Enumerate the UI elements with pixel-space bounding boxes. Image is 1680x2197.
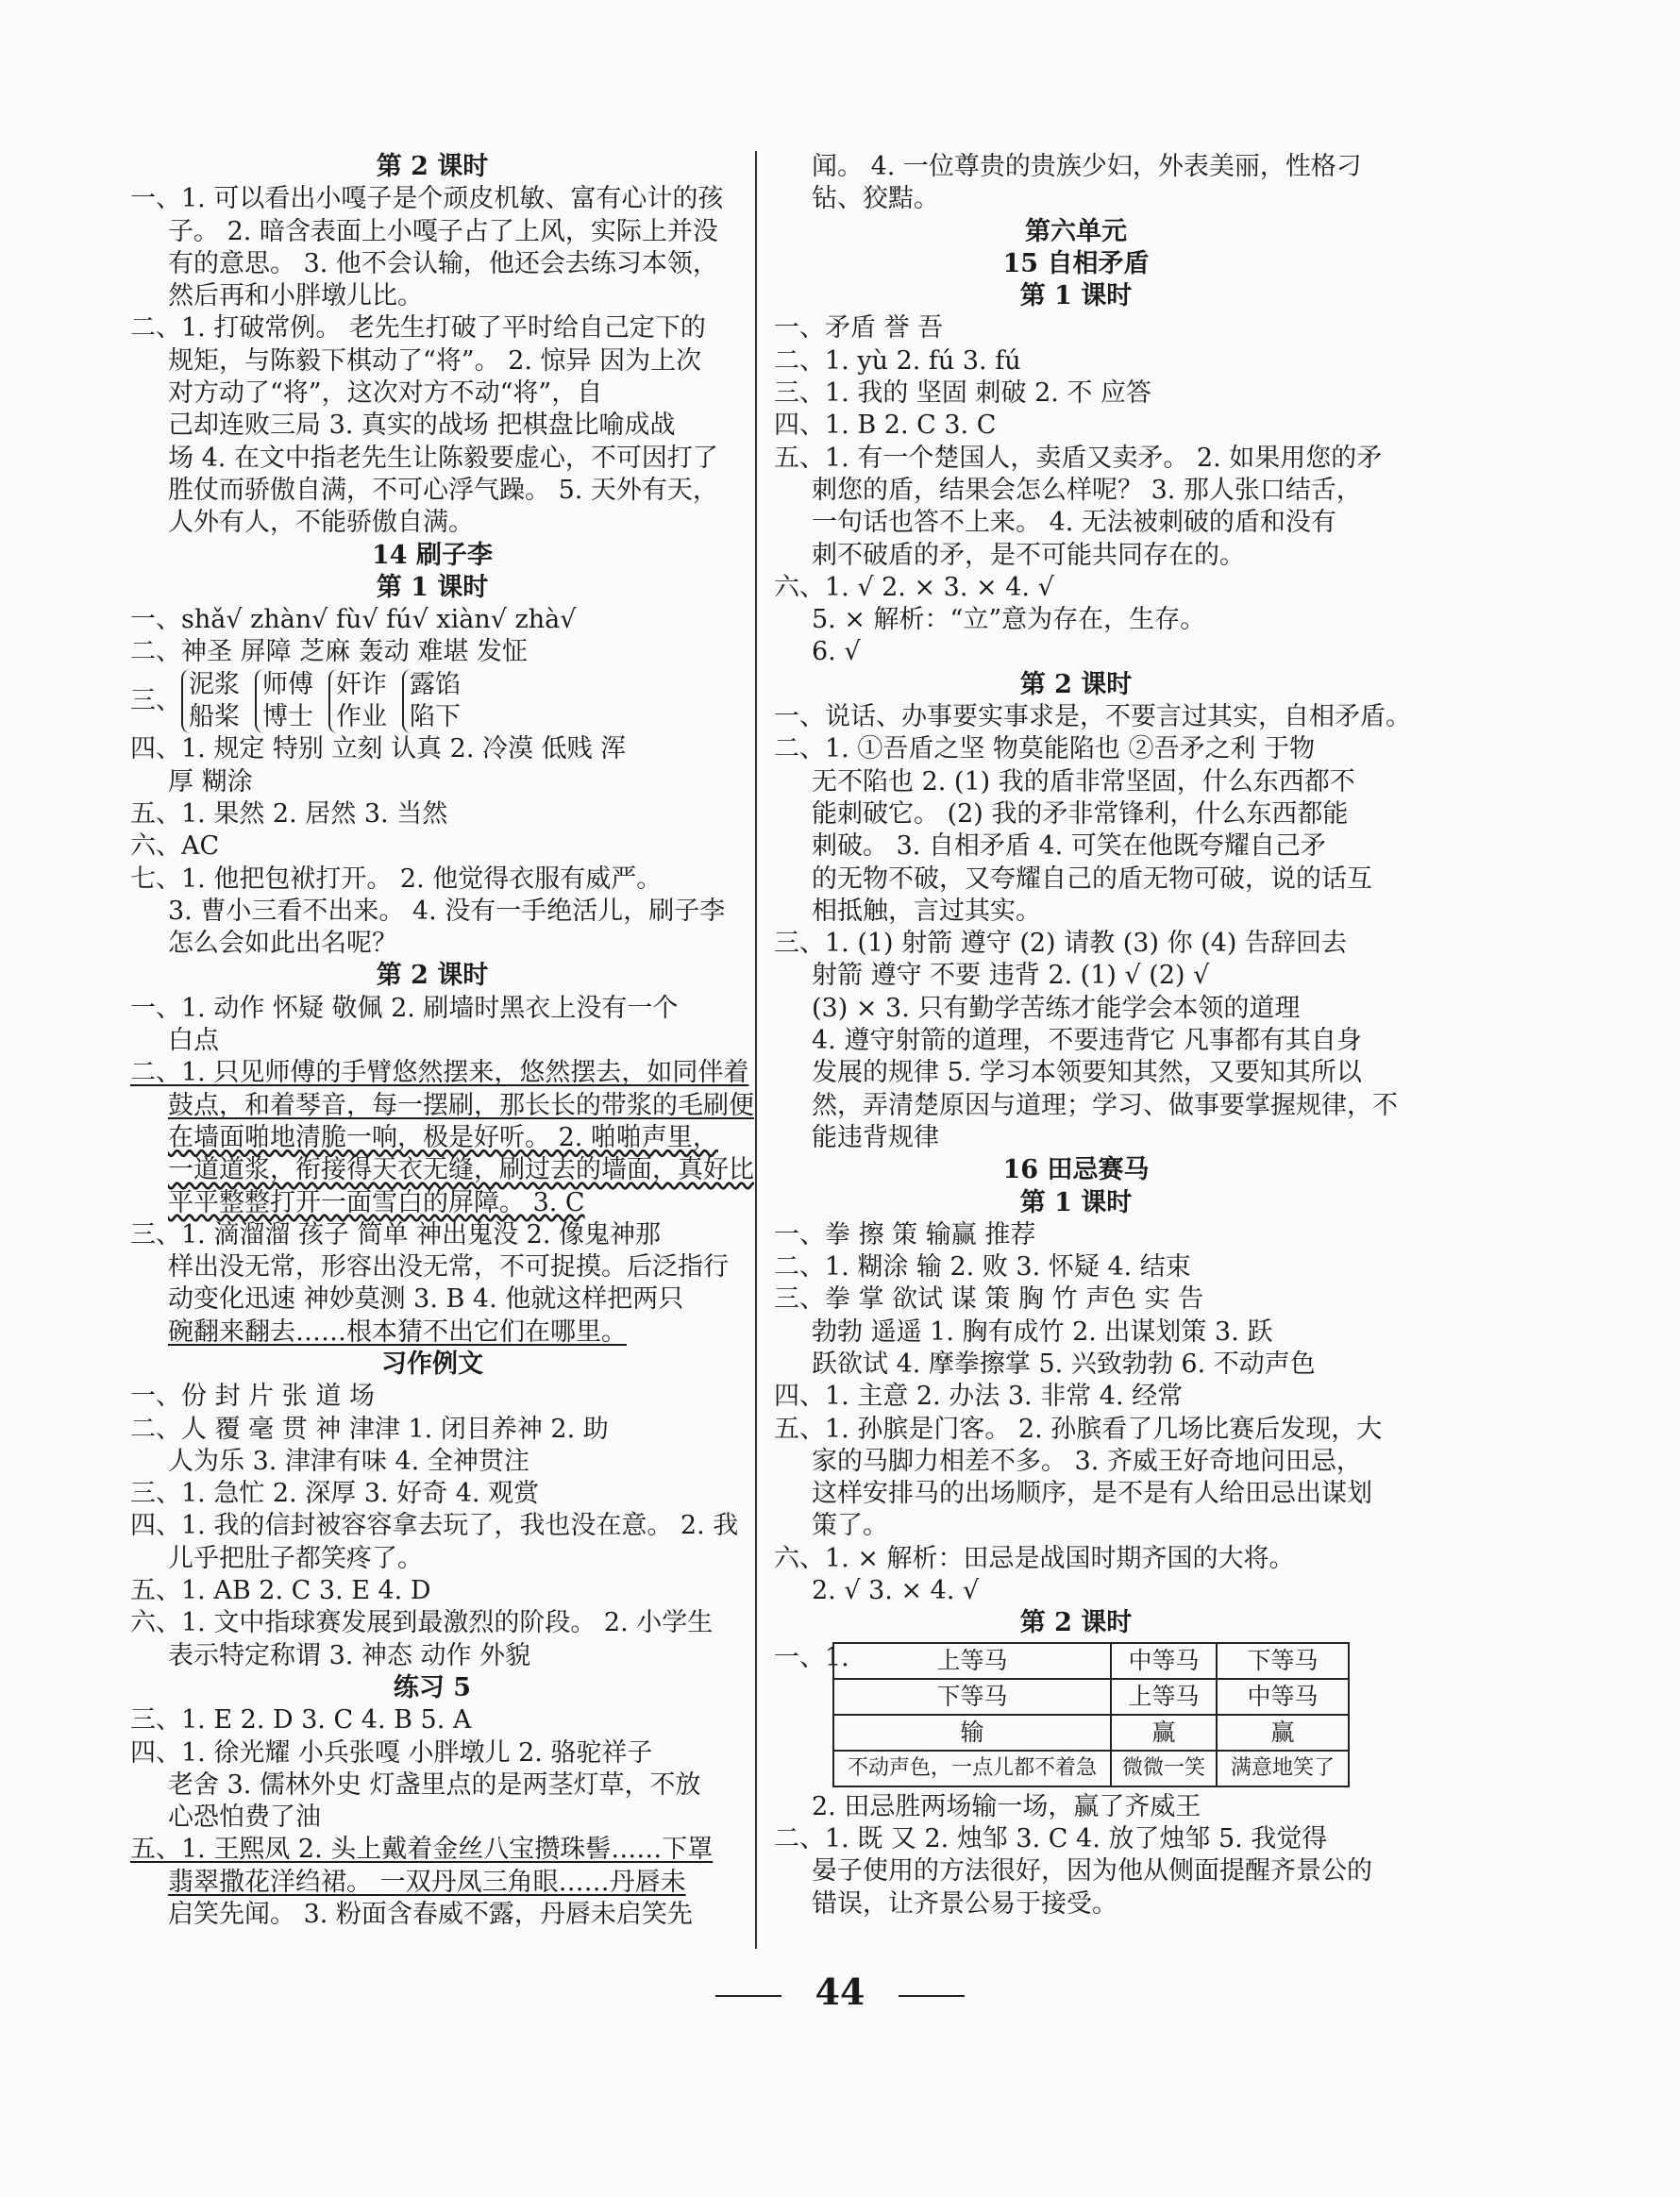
answer-line: 场 4. 在文中指老先生让陈毅要虚心，不可因打了 [168, 443, 718, 473]
answer-line: 钻、狡黠。 [812, 184, 939, 214]
underlined-line: 鼓点，和着琴音，每一摆刷，那长长的带浆的毛刷便 [168, 1090, 754, 1120]
answer-line: 六、AC [130, 831, 220, 862]
table-cell: 满意地笑了 [1217, 1751, 1349, 1786]
answer-line: 4. 遵守射箭的道理，不要违背它 凡事都有其自身 [812, 1026, 1362, 1056]
brace-word: 船桨 [189, 702, 240, 732]
answer-line: 然，弄清楚原因与道理；学习、做事要掌握规律，不 [812, 1090, 1398, 1120]
answer-line: 无不陷也 2. (1) 我的盾非常坚固，什么东西都不 [812, 766, 1355, 797]
answer-line: 人外有人，不能骄傲自满。 [168, 508, 474, 538]
brace-word: 作业 [336, 702, 387, 732]
answer-line: 三、1. 急忙 2. 深厚 3. 好奇 4. 观赏 [130, 1479, 540, 1509]
answer-line: 四、1. 徐光耀 小兵张嘎 小胖墩儿 2. 骆驼祥子 [130, 1737, 653, 1768]
answer-line: 己却连败三局 3. 真实的战场 把棋盘比喻成战 [168, 411, 676, 441]
answer-line: 2. √ 3. × 4. √ [812, 1576, 980, 1606]
lesson-title: 14 刷子李 [372, 540, 493, 570]
brace-word: 师傅 [262, 669, 313, 699]
table-cell: 下等马 [1217, 1643, 1349, 1679]
answer-line: 六、1. 文中指球赛发展到最激烈的阶段。 2. 小学生 [130, 1608, 714, 1638]
answer-line: 一、矛盾 誉 吾 [774, 313, 944, 344]
answer-line: 六、1. × 解析：田忌是战国时期齐国的大将。 [774, 1543, 1295, 1573]
answer-line: 跃欲试 4. 摩拳擦掌 5. 兴致勃勃 6. 不动声色 [812, 1349, 1316, 1379]
answer-line: 四、1. 我的信封被容容拿去玩了，我也没在意。 2. 我 [130, 1511, 739, 1541]
answer-line: 一、1. 动作 怀疑 敬佩 2. 刷墙时黑衣上没有一个 [130, 993, 679, 1023]
answer-line: 5. × 解析：“立”意为存在，生存。 [812, 605, 1206, 635]
section-heading: 第 2 课时 [1019, 669, 1133, 699]
answer-line: 一、拳 擦 策 输赢 推荐 [774, 1219, 1036, 1249]
answer-line: 三、1. E 2. D 3. C 4. B 5. A [130, 1705, 472, 1736]
underlined-line: 翡翠撒花洋绉裙。 一双丹凤三角眼……丹唇未 [168, 1867, 686, 1897]
page-number-value: 44 [815, 1971, 865, 2013]
page-number-rule-right [899, 1995, 965, 1997]
answer-line: 人为乐 3. 津津有味 4. 全神贯注 [168, 1446, 529, 1476]
answer-line: 二、1. yù 2. fú 3. fú [774, 345, 1021, 376]
brace-pair [255, 669, 313, 734]
section-heading: 第 2 课时 [1019, 1608, 1133, 1638]
table-cell: 输 [833, 1715, 1111, 1751]
answer-line: 表示特定称谓 3. 神态 动作 外貌 [168, 1640, 531, 1670]
answer-line: 启笑先闻。 3. 粉面含春威不露，丹唇未启笑先 [168, 1900, 693, 1930]
answer-line: 儿乎把肚子都笑疼了。 [168, 1543, 423, 1573]
brace-word: 露馅 [410, 669, 461, 699]
brace-word: 泥浆 [189, 669, 240, 699]
answer-line: 相抵触，言过其实。 [812, 896, 1041, 926]
answer-line: 胜仗而骄傲自满，不可心浮气躁。 5. 天外有天， [168, 475, 718, 505]
answer-line: (3) × 3. 只有勤学苦练才能学会本领的道理 [812, 993, 1301, 1023]
answer-line: 一、份 封 片 张 道 场 [130, 1382, 375, 1412]
answer-line: 6. √ [812, 637, 861, 667]
answer-line: 晏子使用的方法很好，因为他从侧面提醒齐景公的 [812, 1856, 1372, 1887]
right-column [774, 151, 1411, 1920]
answer-line: 这样安排马的出场顺序，是不是有人给田忌出谋划 [812, 1479, 1372, 1509]
answer-line: 刺不破盾的矛，是不可能共同存在的。 [812, 540, 1245, 570]
brace-prefix: 三、 [130, 685, 181, 715]
answer-line: 刺您的盾，结果会怎么样呢？ 3. 那人张口结舌， [812, 475, 1362, 505]
answer-line: 一、说话、办事要实事求是，不要言过其实，自相矛盾。 [774, 702, 1411, 732]
answer-line: 五、1. 孙膑是门客。 2. 孙膑看了几场比赛后发现，大 [774, 1414, 1383, 1444]
section-heading: 习作例文 [381, 1349, 483, 1379]
section-heading: 第 2 课时 [376, 152, 489, 181]
horse-race-table [832, 1642, 1350, 1787]
underlined-line: 五、1. 王熙凤 2. 头上戴着金丝八宝攒珠髻……下罩 [130, 1835, 714, 1865]
brace-word: 陷下 [410, 702, 461, 732]
answer-line: 五、1. AB 2. C 3. E 4. D [130, 1576, 431, 1606]
answer-line: 怎么会如此出名呢？ [168, 929, 397, 959]
answer-line: 四、1. 主意 2. 办法 3. 非常 4. 经常 [774, 1382, 1184, 1412]
answer-line: 对方动了“将”，这次对方不动“将”，自 [168, 378, 603, 409]
table-cell: 中等马 [1217, 1679, 1349, 1715]
answer-line: 一、1. 可以看出小嘎子是个顽皮机敏、富有心计的孩 [130, 184, 724, 214]
answer-line: 三、1. 我的 坚固 刺破 2. 不 应答 [774, 378, 1152, 409]
answer-line: 心恐怕费了油 [168, 1803, 321, 1833]
unit-heading: 第六单元 [1025, 216, 1127, 246]
answer-line: 射箭 遵守 不要 违背 2. (1) √ (2) √ [812, 961, 1210, 991]
answer-line: 三、拳 掌 欲试 谋 策 胸 竹 声色 实 告 [774, 1284, 1204, 1315]
column-divider [755, 151, 757, 1949]
answer-line: 六、1. √ 2. × 3. × 4. √ [774, 572, 1054, 602]
answer-line: 发展的规律 5. 学习本领要知其然，又要知其所以 [812, 1058, 1362, 1088]
answer-line: 有的意思。 3. 他不会认输，他还会去练习本领， [168, 248, 718, 278]
answer-line: 策了。 [812, 1511, 888, 1541]
answer-line: 3. 曹小三看不出来。 4. 没有一手绝活儿，刷子李 [168, 896, 726, 926]
table-row [833, 1751, 1349, 1786]
answer-line: 二、1. 既 又 2. 烛邹 3. C 4. 放了烛邹 5. 我觉得 [774, 1823, 1328, 1853]
answer-line: 三、1. (1) 射箭 遵守 (2) 请教 (3) 你 (4) 告辞回去 [774, 929, 1347, 959]
table-cell: 赢 [1111, 1715, 1217, 1751]
answer-line: 动变化迅速 神妙莫测 3. B 4. 他就这样把两只 [168, 1284, 684, 1315]
underlined-line: 碗翻来翻去……根本猜不出它们在哪里。 [168, 1317, 627, 1347]
answer-line: 然后再和小胖墩儿比。 [168, 281, 423, 311]
brace-pair [181, 669, 240, 734]
table-cell: 不动声色，一点儿都不着急 [833, 1751, 1111, 1786]
answer-line: 家的马脚力相差不多。 3. 齐威王好奇地问田忌， [812, 1446, 1362, 1476]
lesson-title: 16 田忌赛马 [1002, 1155, 1150, 1185]
brace-pair [328, 669, 387, 734]
answer-line: 三、1. 滴溜溜 孩子 简单 神出鬼没 2. 像鬼神那 [130, 1219, 662, 1249]
section-heading: 练习 5 [393, 1672, 472, 1702]
table-cell: 上等马 [1111, 1679, 1217, 1715]
table-row-wrapper [774, 1642, 1378, 1787]
answer-line: 四、1. B 2. C 3. C [774, 411, 997, 441]
answer-line: 一句话也答不上来。 4. 无法被刺破的盾和没有 [812, 508, 1336, 538]
answer-line: 七、1. 他把包袱打开。 2. 他觉得衣服有威严。 [130, 864, 663, 894]
table-cell: 下等马 [833, 1679, 1111, 1715]
page-number-rule-left [715, 1995, 781, 1997]
table-cell: 中等马 [1111, 1643, 1217, 1679]
answer-line: 四、1. 规定 特别 立刻 认真 2. 冷漠 低贱 浑 [130, 734, 627, 764]
answer-line: 二、1. ①吾盾之坚 物莫能陷也 ②吾矛之利 于物 [774, 734, 1316, 764]
answer-line: 能违背规律 [812, 1122, 939, 1152]
answer-line: 二、人 覆 毫 贯 神 津津 1. 闭目养神 2. 助 [130, 1414, 609, 1444]
section-heading: 第 1 课时 [1019, 1187, 1133, 1217]
table-prefix: 一、1. [774, 1642, 849, 1672]
answer-line: 能刺破它。 (2) 我的矛非常锋利，什么东西都能 [812, 798, 1349, 829]
table-cell: 上等马 [833, 1643, 1111, 1679]
wavy-underlined-line: 平平整整打开一面雪白的屏障。 3. C [168, 1187, 585, 1217]
page-number [0, 1971, 1680, 2013]
section-heading: 第 1 课时 [1019, 281, 1133, 311]
answer-line: 厚 糊涂 [168, 766, 253, 797]
answer-line: 闻。 4. 一位尊贵的贵族少妇，外表美丽，性格刁 [812, 152, 1362, 181]
answer-line: 五、1. 有一个楚国人，卖盾又卖矛。 2. 如果用您的矛 [774, 443, 1383, 473]
answer-line: 白点 [168, 1026, 219, 1056]
brace-word: 奸诈 [336, 669, 387, 699]
answer-line: 老舍 3. 儒林外史 灯盏里点的是两茎灯草，不放 [168, 1769, 701, 1800]
underlined-line: 二、1. 只见师傅的手臂悠然摆来，悠然摆去，如同伴着 [130, 1058, 749, 1088]
lesson-title: 15 自相矛盾 [1002, 248, 1150, 278]
answer-line: 五、1. 果然 2. 居然 3. 当然 [130, 798, 448, 829]
answer-line: 的无物不破，又夸耀自己的盾无物可破，说的话互 [812, 864, 1372, 894]
table-row [833, 1715, 1349, 1751]
table-cell: 赢 [1217, 1715, 1349, 1751]
answer-line: 2. 田忌胜两场输一场，赢了齐威王 [812, 1791, 1201, 1821]
answer-line: 规矩，与陈毅下棋动了“将”。 2. 惊异 因为上次 [168, 345, 702, 376]
section-heading: 第 1 课时 [376, 572, 489, 602]
answer-line: 一、shǎ√ zhàn√ fù√ fú√ xiàn√ zhà√ [130, 605, 577, 635]
left-column [130, 151, 754, 1931]
answer-line: 勃勃 遥遥 1. 胸有成竹 2. 出谋划策 3. 跃 [812, 1317, 1273, 1347]
section-heading: 第 2 课时 [376, 961, 489, 991]
answer-line: 二、1. 糊涂 输 2. 败 3. 怀疑 4. 结束 [774, 1252, 1191, 1283]
table-cell: 微微一笑 [1111, 1751, 1217, 1786]
brace-pair [402, 669, 461, 734]
answer-line: 子。 2. 暗含表面上小嘎子占了上风，实际上并没 [168, 216, 718, 246]
wavy-underlined-line: 一道道浆，衔接得天衣无缝，刷过去的墙面，真好比 [168, 1155, 754, 1185]
answer-line: 样出没无常，形容出没无常，不可捉摸。后泛指行 [168, 1252, 729, 1283]
answer-line: 刺破。 3. 自相矛盾 4. 可笑在他既夸耀自己矛 [812, 831, 1326, 862]
brace-group [130, 669, 734, 734]
table-row [833, 1679, 1349, 1715]
wavy-underlined-line: 在墙面啪地清脆一响，极是好听。 2. 啪啪声里， [168, 1122, 718, 1152]
answer-line: 二、1. 打破常例。 老先生打破了平时给自己定下的 [130, 313, 706, 344]
brace-word: 博士 [262, 702, 313, 732]
answer-line: 错误，让齐景公易于接受。 [812, 1888, 1117, 1919]
table-row [833, 1643, 1349, 1679]
answer-line: 二、神圣 屏障 芝麻 轰动 难堪 发怔 [130, 637, 528, 667]
